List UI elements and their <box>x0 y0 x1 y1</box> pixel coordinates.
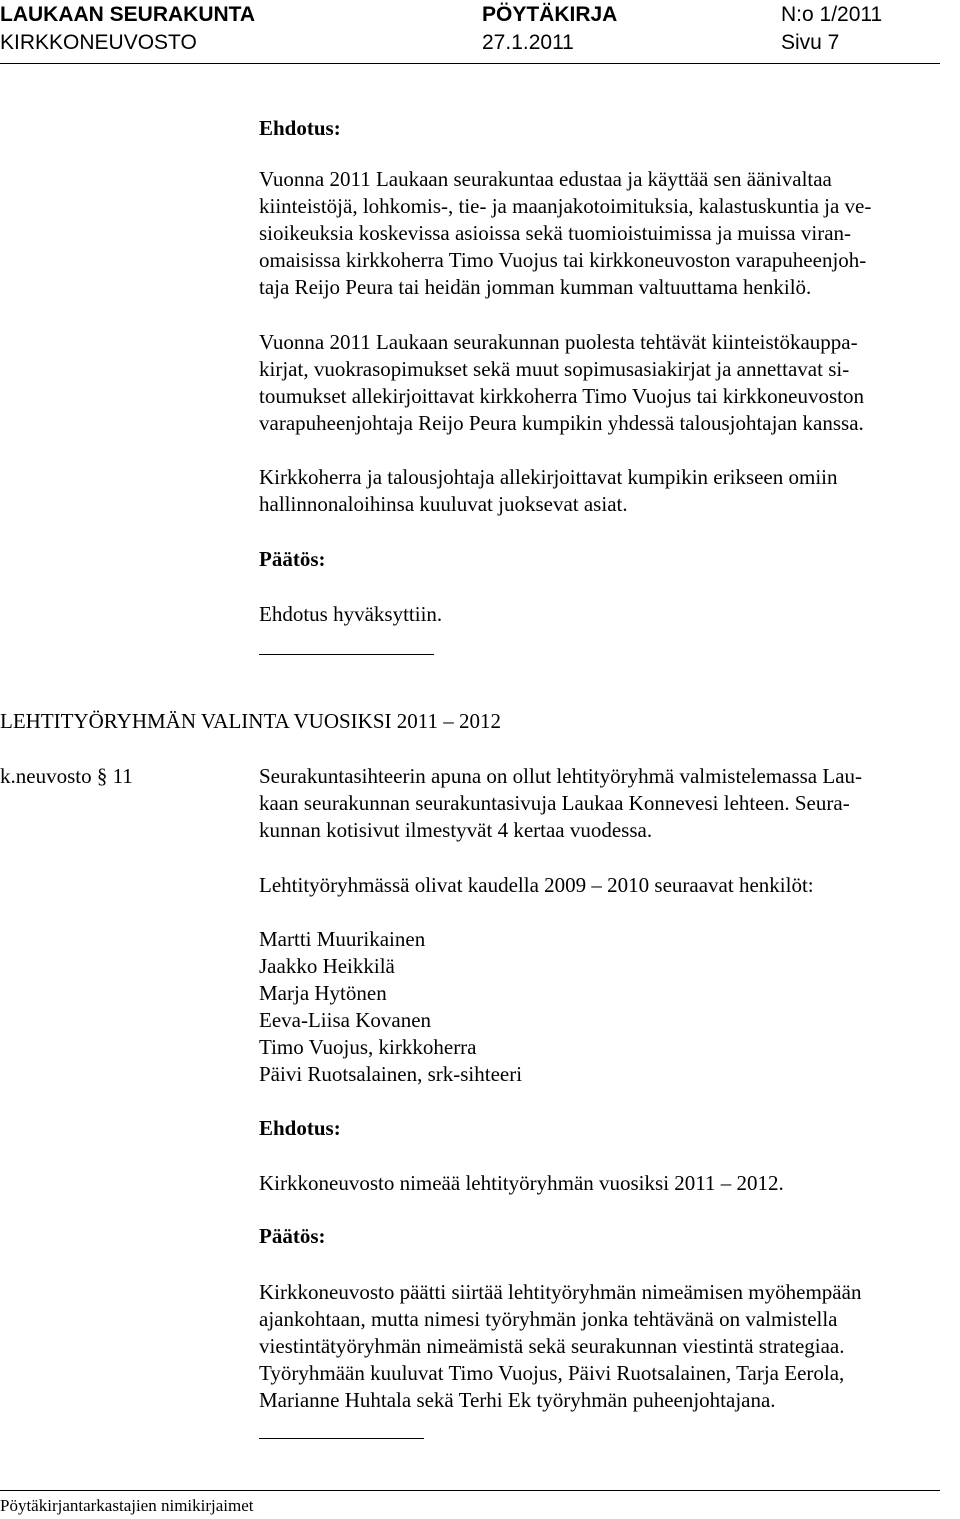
header-doc-type: PÖYTÄKIRJA <box>482 3 618 26</box>
para-line: varapuheenjohtaja Reijo Peura kumpikin yhdessä talousjohtajan kanssa. <box>259 411 864 435</box>
para-line: Työryhmään kuuluvat Timo Vuojus, Päivi Ruotsalainen, Tarja Eerola, <box>259 1361 845 1385</box>
para-line: kirjat, vuokrasopimukset sekä muut sopimusasiakirjat ja annettavat si- <box>259 357 850 381</box>
member-item: Jaakko Heikkilä <box>259 954 395 978</box>
proposal-heading-1: Ehdotus: <box>259 116 341 140</box>
member-item: Timo Vuojus, kirkkoherra <box>259 1035 477 1059</box>
header-rule <box>0 63 940 64</box>
para-line: taja Reijo Peura tai heidän jomman kumman valtuuttama henkilö. <box>259 275 812 299</box>
para-line: hallinnonaloihinsa kuuluvat juoksevat asiat. <box>259 492 628 516</box>
header-date: 27.1.2011 <box>482 31 574 54</box>
para-line: Marianne Huhtala sekä Terhi Ek työryhmän puheenjohtajana. <box>259 1388 776 1412</box>
footer-label: Pöytäkirjantarkastajien nimikirjaimet <box>0 1496 254 1515</box>
para-line: sioikeuksia koskevissa asioissa sekä tuomioistuimissa ja muissa viran- <box>259 221 852 245</box>
proposal-text-2: Kirkkoneuvosto nimeää lehtityöryhmän vuosiksi 2011 – 2012. <box>259 1171 784 1195</box>
member-item: Päivi Ruotsalainen, srk-sihteeri <box>259 1062 523 1086</box>
para-line: kunnan kotisivut ilmestyvät 4 kertaa vuodessa. <box>259 818 653 842</box>
para-line: kiinteistöjä, lohkomis-, tie- ja maanjakotoimituksia, kalastuskuntia ja ve- <box>259 194 872 218</box>
para-line: Vuonna 2011 Laukaan seurakuntaa edustaa ja käyttää sen äänivaltaa <box>259 167 832 191</box>
para-line: omaisissa kirkkoherra Timo Vuojus tai kirkkoneuvoston varapuheenjoh- <box>259 248 867 272</box>
decision-heading-1: Päätös: <box>259 547 326 571</box>
para-line: kaan seurakunnan seurakuntasivuja Laukaa Konnevesi lehteen. Seura- <box>259 791 850 815</box>
para-line: toumukset allekirjoittavat kirkkoherra Timo Vuojus tai kirkkoneuvoston <box>259 384 864 408</box>
member-item: Marja Hytönen <box>259 981 387 1005</box>
signature-rule-2 <box>259 1438 424 1439</box>
decision-heading-2: Päätös: <box>259 1224 326 1248</box>
member-item: Martti Muurikainen <box>259 927 426 951</box>
section2-para2: Lehtityöryhmässä olivat kaudella 2009 – 2010 seuraavat henkilöt: <box>259 873 814 897</box>
section-title: LEHTITYÖRYHMÄN VALINTA VUOSIKSI 2011 – 2012 <box>0 709 501 733</box>
section-ref: k.neuvosto § 11 <box>0 764 133 788</box>
para-line: Vuonna 2011 Laukaan seurakunnan puolesta tehtävät kiinteistökauppa- <box>259 330 858 354</box>
footer-rule <box>0 1490 940 1491</box>
para-line: viestintätyöryhmän nimeämistä sekä seurakunnan viestintä strategiaa. <box>259 1334 845 1358</box>
header-org: LAUKAAN SEURAKUNTA <box>0 3 256 26</box>
header-body: KIRKKONEUVOSTO <box>0 31 197 54</box>
para-line: ajankohtaan, mutta nimesi työryhmän jonka tehtävänä on valmistella <box>259 1307 838 1331</box>
signature-rule-1 <box>259 654 434 655</box>
para-line: Kirkkoherra ja talousjohtaja allekirjoittavat kumpikin erikseen omiin <box>259 465 838 489</box>
para-line: Kirkkoneuvosto päätti siirtää lehtityöryhmän nimeämisen myöhempään <box>259 1280 862 1304</box>
header-page: Sivu 7 <box>781 31 840 54</box>
proposal-heading-2: Ehdotus: <box>259 1116 341 1140</box>
header-number: N:o 1/2011 <box>781 3 883 26</box>
member-item: Eeva-Liisa Kovanen <box>259 1008 432 1032</box>
decision-text-1: Ehdotus hyväksyttiin. <box>259 602 443 626</box>
para-line: Seurakuntasihteerin apuna on ollut lehtityöryhmä valmistelemassa Lau- <box>259 764 863 788</box>
